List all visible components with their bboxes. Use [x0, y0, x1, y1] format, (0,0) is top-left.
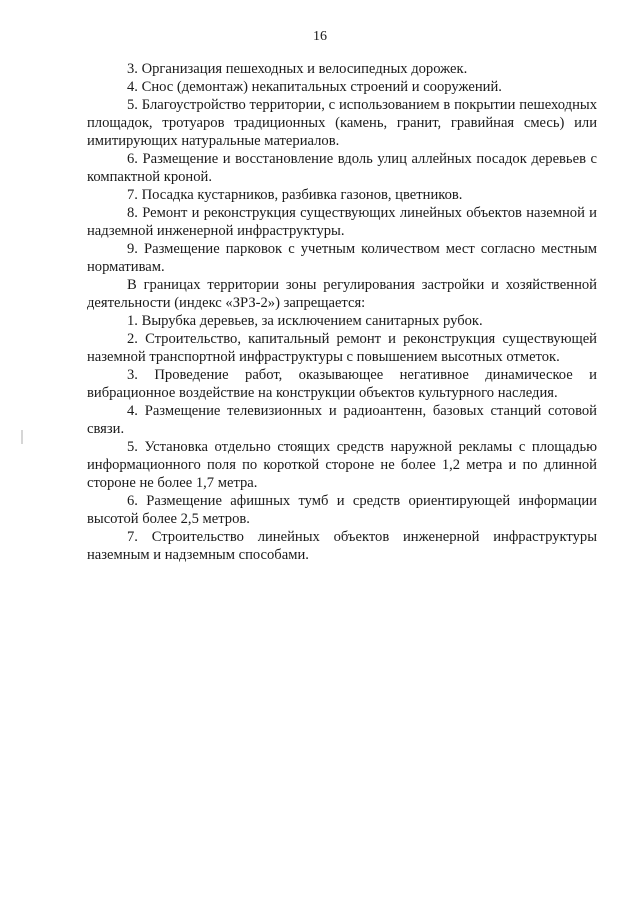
paragraph: 9. Размещение парковок с учетным количеством мест согласно местным нормативам. — [87, 241, 597, 275]
paragraph: 1. Вырубка деревьев, за исключением санитарных рубок. — [127, 313, 483, 329]
paragraph: 4. Снос (демонтаж) некапитальных строений и сооружений. — [127, 79, 502, 95]
paragraph: 8. Ремонт и реконструкция существующих линейных объектов наземной и надземной инженерной инфраструктуры. — [87, 205, 597, 239]
paragraph: 6. Размещение афишных тумб и средств ориентирующей информации высотой более 2,5 метров. — [87, 493, 597, 527]
paragraph: 6. Размещение и восстановление вдоль улиц аллейных посадок деревьев с компактной кроной. — [87, 151, 597, 185]
paragraph: 3. Проведение работ, оказывающее негативное динамическое и вибрационное воздействие на конструкции объектов культурного наследия. — [87, 367, 597, 401]
paragraph: 7. Посадка кустарников, разбивка газонов, цветников. — [127, 187, 463, 203]
paragraph: 2. Строительство, капитальный ремонт и реконструкция существующей наземной транспортной инфраструктуры с повышением высотных отметок. — [87, 331, 597, 365]
paragraph: 7. Строительство линейных объектов инженерной инфраструктуры наземным и надземным способами. — [87, 529, 597, 563]
page-number: 16 — [313, 29, 327, 44]
paragraph: 5. Благоустройство территории, с использованием в покрытии пешеходных площадок, тротуаров традиционных (камень, гранит, гравийная смесь) или имитирующих натуральные материалов. — [87, 97, 597, 149]
paragraph: 4. Размещение телевизионных и радиоантенн, базовых станций сотовой связи. — [87, 403, 597, 437]
paragraph: 5. Установка отдельно стоящих средств наружной рекламы с площадью информационного поля по короткой стороне не более 1,2 метра и по длинной стороне не более 1,7 метра. — [87, 439, 597, 491]
document-body — [87, 60, 597, 564]
paragraph: 3. Организация пешеходных и велосипедных дорожек. — [127, 61, 468, 77]
scan-margin-mark — [21, 430, 23, 444]
paragraph: В границах территории зоны регулирования застройки и хозяйственной деятельности (индекс «ЗРЗ-2») запрещается: — [87, 277, 597, 311]
